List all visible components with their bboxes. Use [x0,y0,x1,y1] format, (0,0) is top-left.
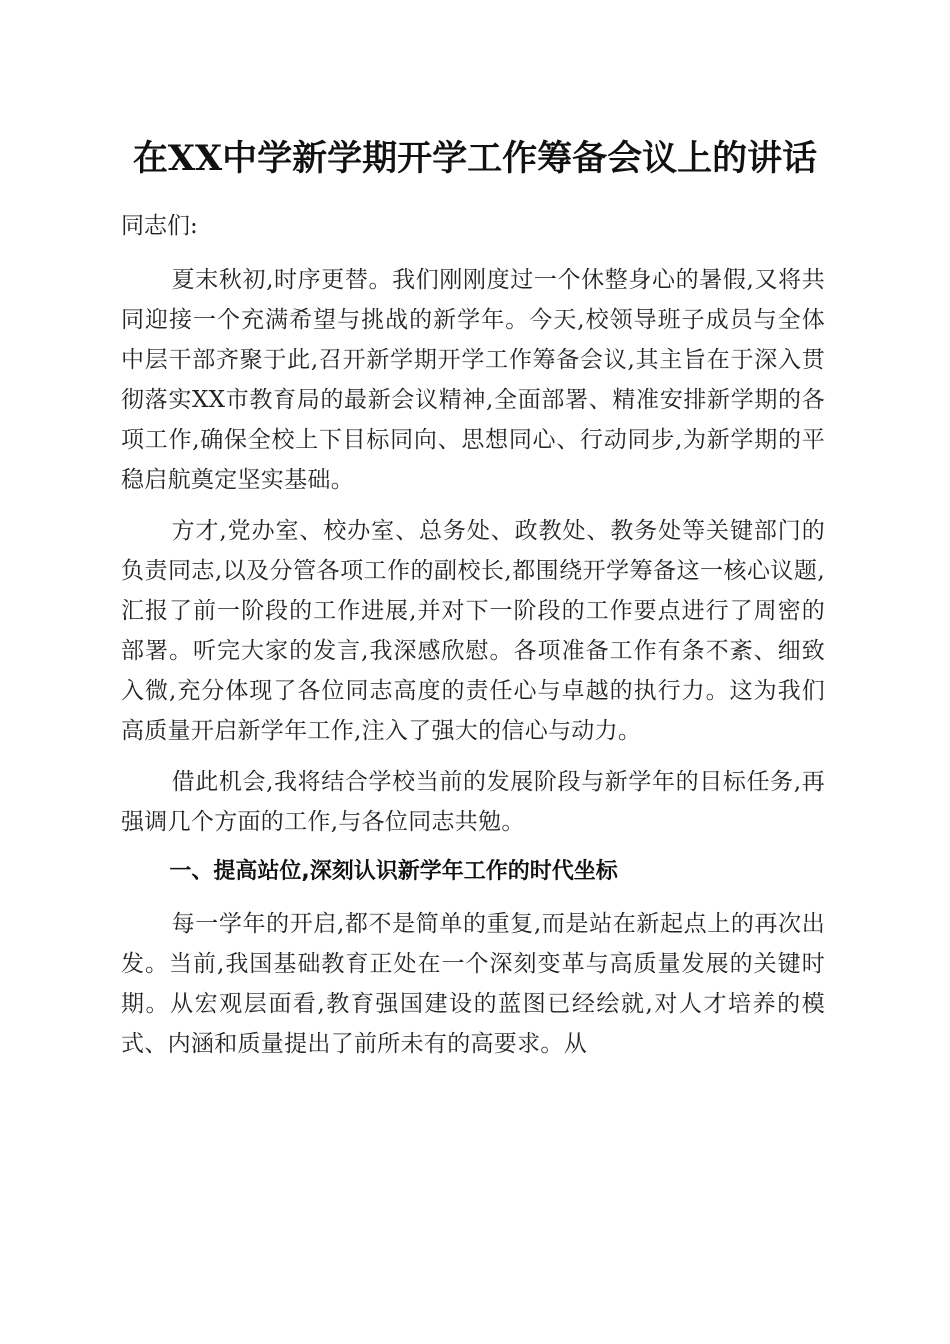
paragraph-reports: 方才,党办室、校办室、总务处、政教处、教务处等关键部门的负责同志,以及分管各项工作的副校长,都围绕开学筹备这一核心议题,汇报了前一阶段的工作进展,并对下一阶段的工作要点进行了周密的部署。听完大家的发言,我深感欣慰。各项准备工作有条不紊、细致入微,充分体现了各位同志高度的责任心与卓越的执行力。这为我们高质量开启新学年工作,注入了强大的信心与动力。 [121,518,825,744]
salutation: 同志们: [121,213,198,239]
paragraph-transition: 借此机会,我将结合学校当前的发展阶段与新学年的目标任务,再强调几个方面的工作,与各位同志共勉。 [121,769,825,835]
document-body [121,206,825,1064]
document-title: 在XX中学新学期开学工作筹备会议上的讲话 [132,138,818,179]
section-heading-1: 一、提高站位,深刻认识新学年工作的时代坐标 [169,859,618,884]
paragraph-section-1: 每一学年的开启,都不是简单的重复,而是站在新起点上的再次出发。当前,我国基础教育正处在一个深刻变革与高质量发展的关键时期。从宏观层面看,教育强国建设的蓝图已经绘就,对人才培养的模式、内涵和质量提出了前所未有的高要求。从 [121,911,825,1057]
paragraph-opening: 夏末秋初,时序更替。我们刚刚度过一个休整身心的暑假,又将共同迎接一个充满希望与挑战的新学年。今天,校领导班子成员与全体中层干部齐聚于此,召开新学期开学工作筹备会议,其主旨在于深入贯彻落实XX市教育局的最新会议精神,全面部署、精准安排新学期的各项工作,确保全校上下目标同向、思想同心、行动同步,为新学期的平稳启航奠定坚实基础。 [121,267,825,493]
